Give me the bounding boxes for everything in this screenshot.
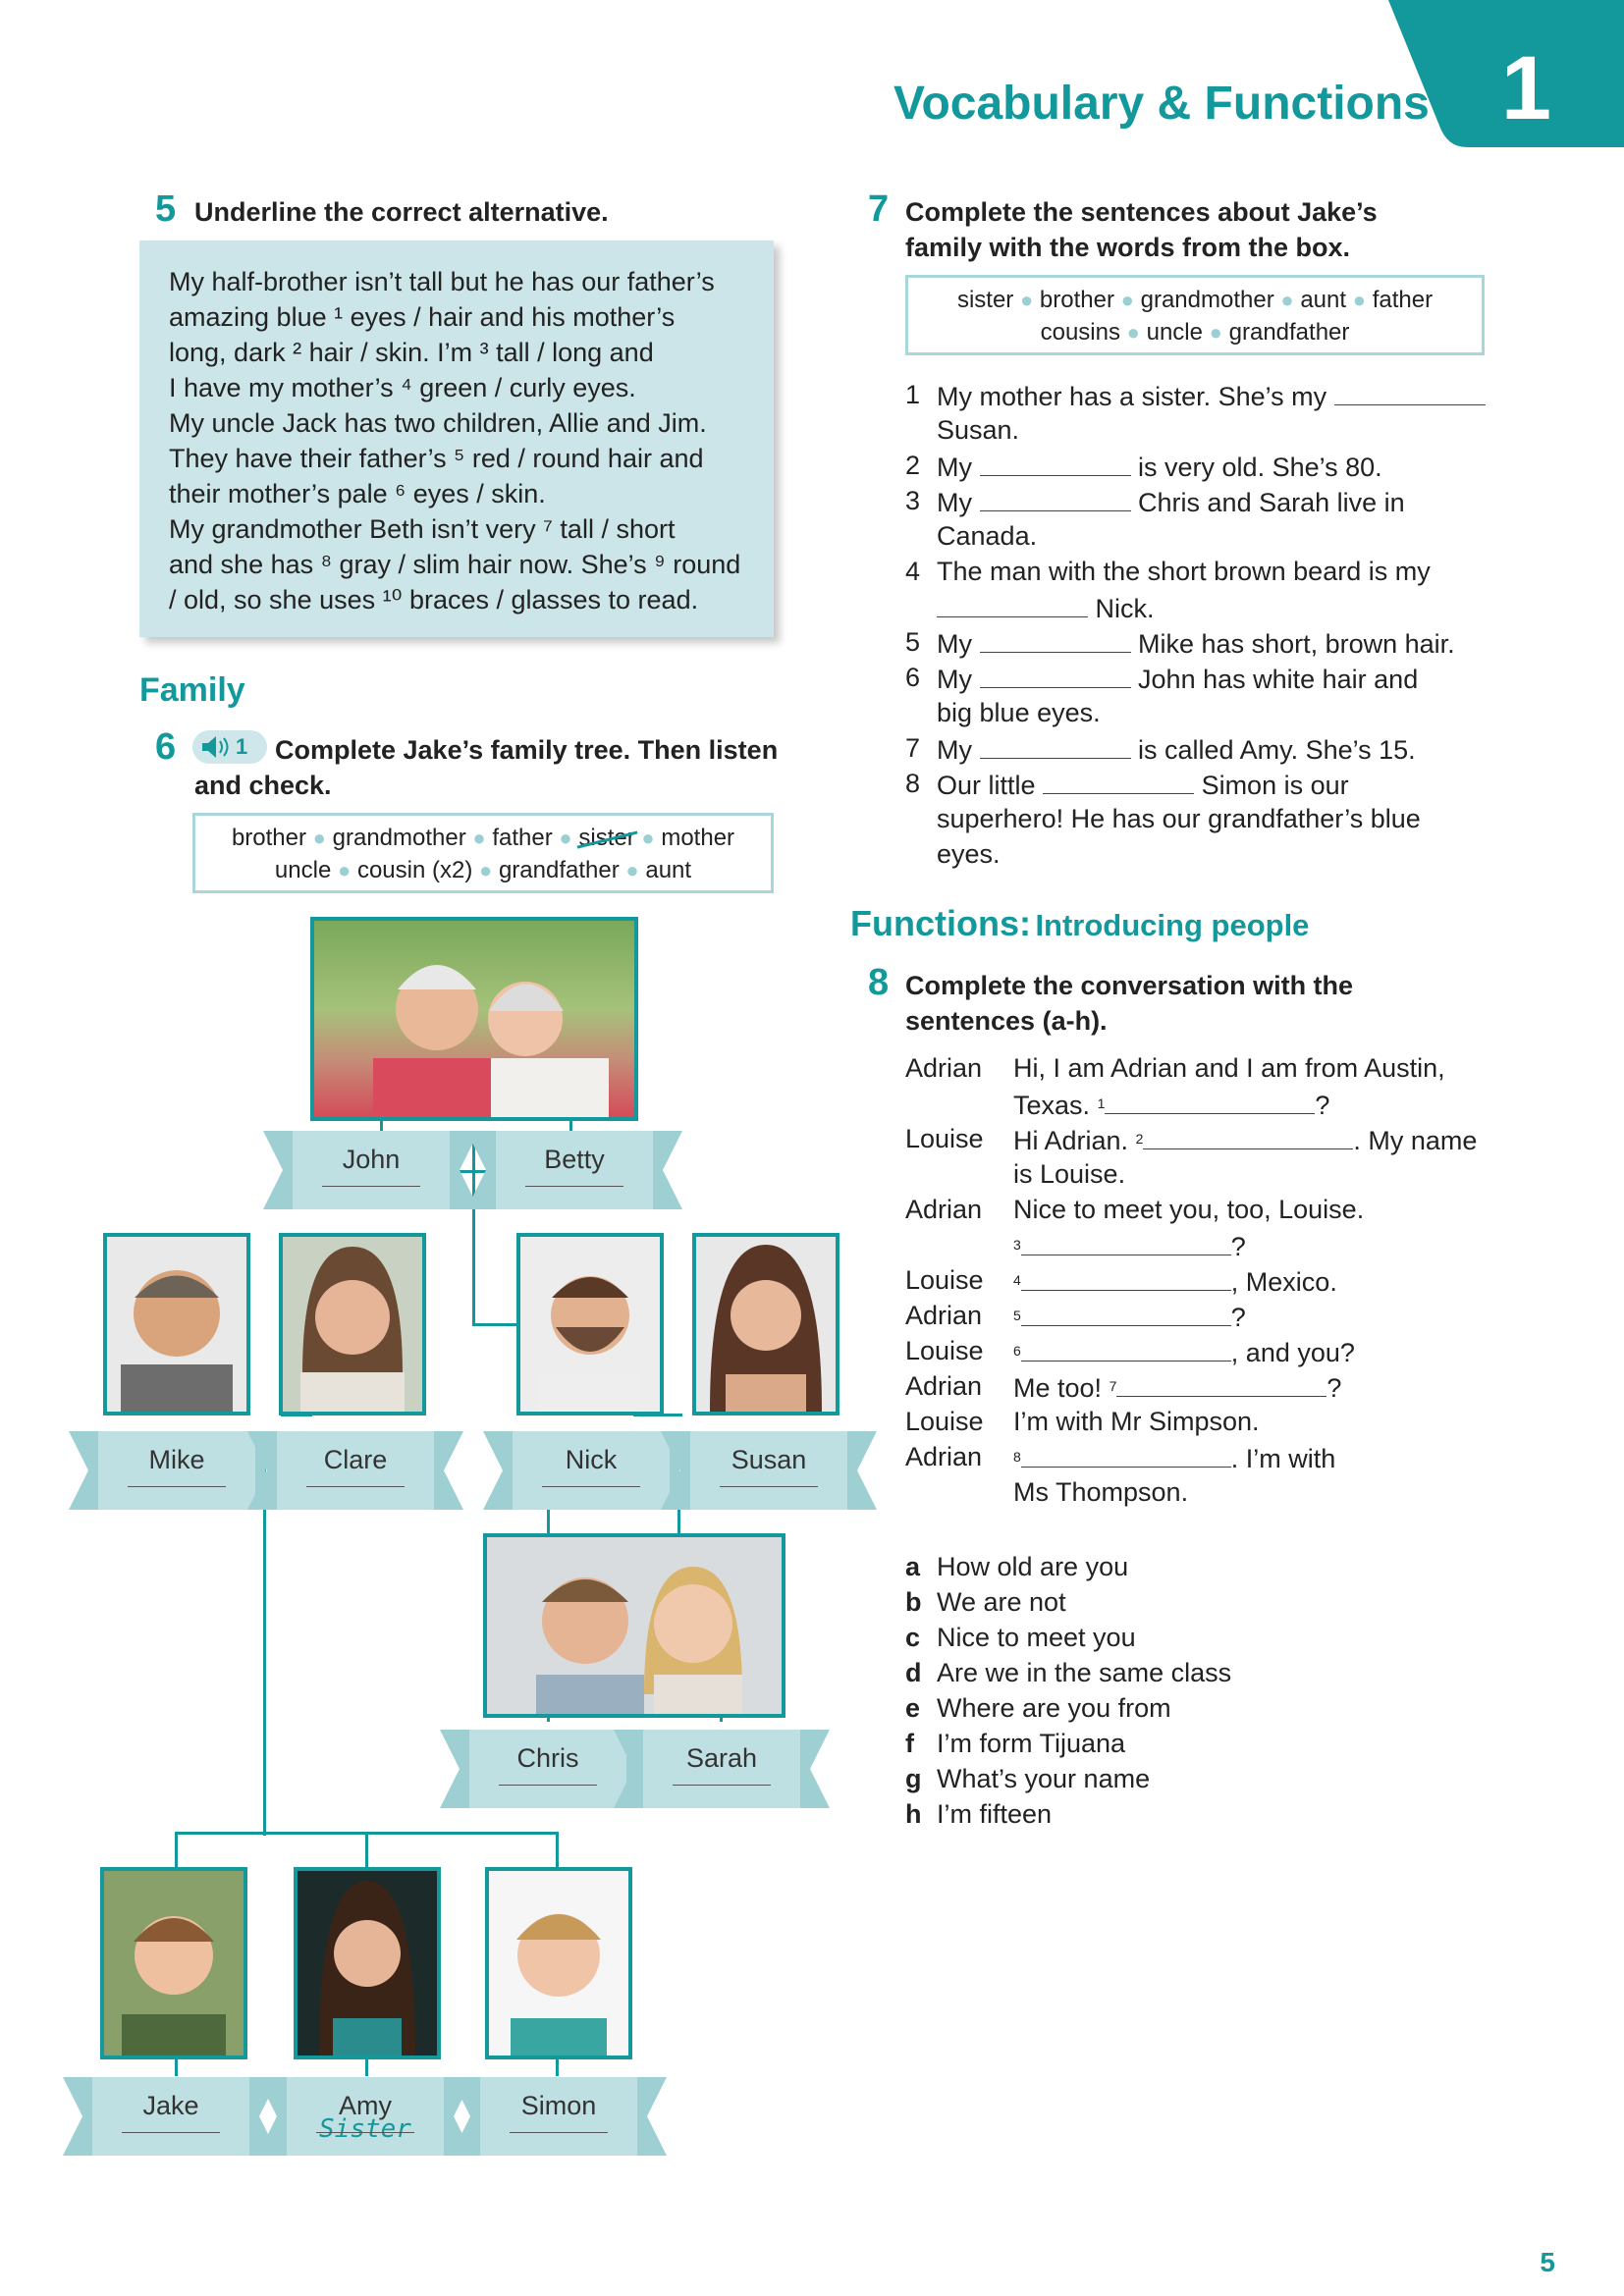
family-heading: Family bbox=[139, 671, 245, 709]
ex5-paragraph bbox=[139, 240, 774, 617]
line-text: is Louise. bbox=[1013, 1159, 1126, 1189]
answer-line[interactable] bbox=[510, 2132, 608, 2133]
answer-line[interactable] bbox=[542, 1486, 640, 1487]
audio-track-number: 1 bbox=[236, 734, 248, 759]
ex6-word-box bbox=[192, 813, 774, 893]
grandparents-illustration bbox=[314, 921, 634, 1117]
ex7-item-number: 1 bbox=[905, 380, 921, 409]
line-text: Hi Adrian. bbox=[1013, 1126, 1129, 1155]
answer-blank[interactable] bbox=[1043, 766, 1194, 794]
option-letter: a bbox=[905, 1552, 921, 1581]
gap-number: 6 bbox=[1013, 1343, 1021, 1359]
answer-line[interactable] bbox=[128, 1486, 226, 1487]
chris-sarah-illustration bbox=[487, 1537, 782, 1714]
word: aunt bbox=[1300, 287, 1347, 313]
line-text: ? bbox=[1230, 1303, 1246, 1332]
ex5-line: amazing blue ¹ eyes / hair and his mother’s bbox=[169, 302, 676, 332]
speaker: Adrian bbox=[905, 1442, 983, 1471]
answer-blank[interactable] bbox=[1021, 1439, 1231, 1468]
functions-heading-sub: Introducing people bbox=[1035, 908, 1310, 942]
answer-blank[interactable] bbox=[980, 448, 1131, 476]
ex5-line: My half-brother isn’t tall but he has our father’s bbox=[169, 267, 715, 296]
photo-amy bbox=[294, 1867, 441, 2059]
ex6-instruction-line1: Complete Jake’s family tree. Then listen bbox=[275, 735, 779, 765]
answer-line[interactable] bbox=[525, 1186, 623, 1187]
answer-line[interactable] bbox=[499, 1785, 597, 1786]
option-letter: h bbox=[905, 1799, 922, 1829]
word: sister bbox=[956, 287, 1014, 313]
conv-line bbox=[1013, 1368, 1341, 1406]
tree-name-simon: Simon bbox=[520, 2091, 597, 2120]
banner-john bbox=[293, 1131, 450, 1209]
gap-number: 7 bbox=[1109, 1378, 1117, 1394]
ex7-number: 7 bbox=[868, 188, 890, 230]
tree-name-john: John bbox=[342, 1145, 401, 1174]
speaker: Louise bbox=[905, 1265, 984, 1295]
option-text: I’m form Tijuana bbox=[937, 1729, 1126, 1758]
word: uncle bbox=[1146, 319, 1203, 346]
ex5-line: My uncle Jack has two children, Allie and Jim. bbox=[169, 408, 707, 438]
option bbox=[905, 1655, 1231, 1690]
banner-mike bbox=[98, 1431, 255, 1510]
answer-line[interactable] bbox=[673, 1785, 771, 1786]
ex7-text: big blue eyes. bbox=[937, 698, 1101, 727]
ex7-item-number: 5 bbox=[905, 627, 921, 657]
audio-track-button[interactable] bbox=[192, 730, 267, 764]
gap-number: 5 bbox=[1013, 1308, 1021, 1323]
tree-line bbox=[263, 1463, 266, 1836]
ex6-number: 6 bbox=[155, 726, 177, 768]
tree-line bbox=[175, 2056, 178, 2076]
ex7-text: My bbox=[937, 735, 972, 765]
ex7-text: Nick. bbox=[1095, 594, 1155, 623]
banner-sarah bbox=[643, 1730, 800, 1808]
unit-number: 1 bbox=[1500, 38, 1551, 138]
option-text: Nice to meet you bbox=[937, 1623, 1136, 1652]
ex8-instruction-line2: sentences (a-h). bbox=[905, 1006, 1108, 1036]
photo-jake bbox=[100, 1867, 247, 2059]
ex5-line: their mother’s pale ⁶ eyes / skin. bbox=[169, 479, 546, 508]
tree-name-clare: Clare bbox=[323, 1445, 388, 1474]
option-letter: d bbox=[905, 1658, 922, 1687]
word: father bbox=[492, 825, 553, 851]
tree-line bbox=[365, 1832, 368, 1871]
ex7-text: My mother has a sister. She’s my bbox=[937, 382, 1327, 411]
answer-line[interactable] bbox=[316, 2132, 414, 2133]
option bbox=[905, 1620, 1136, 1655]
gap-number: 8 bbox=[1013, 1449, 1021, 1465]
ex6-instruction-line2: and check. bbox=[194, 771, 332, 800]
ex7-text: My bbox=[937, 629, 972, 659]
ex7-item bbox=[937, 589, 1155, 626]
page-number: 5 bbox=[1540, 2247, 1555, 2277]
ex7-text: John has white hair and bbox=[1138, 665, 1419, 694]
banner-jake bbox=[92, 2077, 249, 2156]
option-text: What’s your name bbox=[937, 1764, 1151, 1793]
ex7-word-row1: sister ● brother ● grandmother ● aunt ● father bbox=[956, 287, 1434, 313]
tree-line bbox=[556, 1832, 559, 1871]
ex7-item-number: 2 bbox=[905, 451, 921, 480]
line-text: Ms Thompson. bbox=[1013, 1477, 1189, 1507]
speaker: Adrian bbox=[905, 1371, 983, 1401]
crossed-word: sister bbox=[578, 825, 635, 851]
photo-clare bbox=[279, 1233, 426, 1415]
option bbox=[905, 1690, 1171, 1726]
line-text: . My name bbox=[1353, 1126, 1478, 1155]
option-text: Where are you from bbox=[937, 1693, 1171, 1723]
tree-name-nick: Nick bbox=[565, 1445, 618, 1474]
line-text: Hi, I am Adrian and I am from Austin, bbox=[1013, 1053, 1445, 1083]
option-letter: b bbox=[905, 1587, 922, 1617]
ex7-text: The man with the short brown beard is my bbox=[937, 557, 1431, 586]
ex6-word-row1: brother ● grandmother ● father ● sister ● mother bbox=[231, 825, 735, 851]
nick-illustration bbox=[520, 1237, 660, 1412]
ex7-instruction-line2: family with the words from the box. bbox=[905, 233, 1351, 262]
ex8-number: 8 bbox=[868, 962, 890, 1003]
option bbox=[905, 1584, 1066, 1620]
ex6-word-row2: uncle ● cousin (x2) ● grandfather ● aunt bbox=[274, 857, 692, 883]
ex8-options bbox=[905, 1549, 1396, 1843]
banner-amy bbox=[287, 2077, 444, 2156]
option-letter: e bbox=[905, 1693, 921, 1723]
banner-clare bbox=[277, 1431, 434, 1510]
answer-blank[interactable] bbox=[1021, 1262, 1231, 1291]
speaker: Louise bbox=[905, 1336, 984, 1365]
ex8-conversation bbox=[905, 1050, 1494, 1512]
word: grandfather bbox=[498, 857, 620, 883]
tree-line bbox=[556, 2056, 559, 2076]
line-text: Texas. bbox=[1013, 1091, 1091, 1120]
answer-blank[interactable] bbox=[1021, 1333, 1231, 1362]
tree-name-susan: Susan bbox=[731, 1445, 807, 1474]
line-text: , Mexico. bbox=[1230, 1267, 1337, 1297]
line-text: ? bbox=[1315, 1091, 1330, 1120]
line-text: . I’m with bbox=[1230, 1444, 1336, 1473]
speaker: Adrian bbox=[905, 1301, 983, 1330]
option bbox=[905, 1549, 1128, 1584]
clare-illustration bbox=[283, 1237, 422, 1412]
banner-susan bbox=[690, 1431, 847, 1510]
answer-blank[interactable] bbox=[1105, 1086, 1315, 1114]
conv-line bbox=[1013, 1298, 1246, 1335]
tree-name-amy: Amy bbox=[339, 2091, 392, 2120]
mike-illustration bbox=[107, 1237, 246, 1412]
option-text: We are not bbox=[937, 1587, 1066, 1617]
ex5-line: They have their father’s ⁵ red / round hair and bbox=[169, 444, 704, 473]
functions-heading-main: Functions: bbox=[850, 903, 1031, 943]
answer-blank[interactable] bbox=[980, 660, 1131, 688]
conv-line bbox=[1013, 1333, 1355, 1370]
photo-grandparents bbox=[310, 917, 638, 1121]
ex7-text: is called Amy. She’s 15. bbox=[1138, 735, 1416, 765]
ex7-instruction-line1: Complete the sentences about Jake’s bbox=[905, 197, 1378, 227]
photo-simon bbox=[485, 1867, 632, 2059]
answer-blank[interactable] bbox=[1334, 377, 1486, 405]
ex7-item bbox=[937, 377, 1486, 414]
word: brother bbox=[1039, 287, 1114, 313]
answer-line[interactable] bbox=[720, 1486, 818, 1487]
jake-illustration bbox=[104, 1871, 244, 2056]
answer-blank[interactable] bbox=[1116, 1368, 1326, 1397]
tree-line bbox=[365, 2056, 368, 2076]
ex7-item bbox=[937, 766, 1349, 803]
ex7-text: is very old. She’s 80. bbox=[1138, 453, 1382, 482]
ex7-item bbox=[937, 730, 1416, 768]
ex7-item bbox=[937, 448, 1382, 485]
speaker: Adrian bbox=[905, 1053, 983, 1083]
word: cousins bbox=[1040, 319, 1120, 346]
amy-illustration bbox=[298, 1871, 437, 2056]
functions-heading bbox=[850, 903, 1309, 944]
answer-blank[interactable] bbox=[1021, 1298, 1231, 1326]
ex7-text: Susan. bbox=[937, 415, 1020, 445]
ex5-line: / old, so she uses ¹⁰ braces / glasses to read. bbox=[169, 585, 699, 614]
answer-blank[interactable] bbox=[980, 730, 1131, 759]
word: uncle bbox=[274, 857, 332, 883]
answer-line[interactable] bbox=[122, 2132, 220, 2133]
option bbox=[905, 1726, 1125, 1761]
option bbox=[905, 1796, 1052, 1832]
ex8-instruction-line1: Complete the conversation with the bbox=[905, 971, 1354, 1000]
photo-susan bbox=[692, 1233, 839, 1415]
answer-line[interactable] bbox=[306, 1486, 405, 1487]
simon-illustration bbox=[489, 1871, 628, 2056]
ex7-text: eyes. bbox=[937, 839, 1001, 869]
unit-tab bbox=[1388, 0, 1624, 147]
gap-number: 2 bbox=[1135, 1131, 1144, 1147]
ex7-list bbox=[905, 377, 1494, 878]
amy-answer: Sister bbox=[319, 2114, 411, 2144]
line-text: ? bbox=[1326, 1373, 1342, 1403]
speaker-icon bbox=[196, 730, 232, 764]
ex7-text: My bbox=[937, 453, 972, 482]
ex7-text: Chris and Sarah live in bbox=[1138, 488, 1405, 517]
option bbox=[905, 1761, 1150, 1796]
tree-name-mike: Mike bbox=[148, 1445, 205, 1474]
speaker: Louise bbox=[905, 1407, 984, 1436]
tree-name-betty: Betty bbox=[544, 1145, 605, 1174]
ex7-item-number: 6 bbox=[905, 663, 921, 692]
tree-line bbox=[175, 1832, 178, 1871]
ex7-text: Mike has short, brown hair. bbox=[1138, 629, 1455, 659]
tree-name-sarah: Sarah bbox=[685, 1743, 758, 1773]
line-text: Me too! bbox=[1013, 1373, 1103, 1403]
page-title: Vocabulary & Functions bbox=[893, 78, 1430, 130]
option-letter: f bbox=[905, 1729, 914, 1758]
conv-line bbox=[1013, 1121, 1477, 1158]
gap-number: 3 bbox=[1013, 1237, 1021, 1253]
ex7-text: Canada. bbox=[937, 521, 1038, 551]
word: mother bbox=[661, 825, 735, 851]
conv-line bbox=[1013, 1086, 1329, 1123]
ex7-item-number: 3 bbox=[905, 486, 921, 515]
word: grandfather bbox=[1228, 319, 1350, 346]
ex7-item bbox=[937, 483, 1405, 520]
ex7-text: superhero! He has our grandfather’s blue bbox=[937, 804, 1421, 833]
banner-chris bbox=[469, 1730, 626, 1808]
answer-blank[interactable] bbox=[937, 589, 1088, 617]
option-text: I’m fifteen bbox=[937, 1799, 1053, 1829]
ex5-line: I have my mother’s ⁴ green / curly eyes. bbox=[169, 373, 636, 402]
answer-blank[interactable] bbox=[1143, 1121, 1353, 1149]
photo-mike bbox=[103, 1233, 250, 1415]
ex7-text: My bbox=[937, 488, 972, 517]
gap-number: 1 bbox=[1097, 1095, 1106, 1111]
ex7-item-number: 8 bbox=[905, 769, 921, 798]
banner-betty bbox=[496, 1131, 653, 1209]
ex7-item bbox=[937, 660, 1418, 697]
banner-nick bbox=[513, 1431, 670, 1510]
banner-simon bbox=[480, 2077, 637, 2156]
photo-chris-sarah bbox=[483, 1533, 785, 1718]
ex7-word-row2: cousins ● uncle ● grandfather bbox=[1040, 319, 1350, 346]
answer-blank[interactable] bbox=[980, 624, 1131, 653]
ex5-line: and she has ⁸ gray / slim hair now. She’s ⁹ round bbox=[169, 550, 741, 579]
word: grandmother bbox=[332, 825, 466, 851]
photo-nick bbox=[516, 1233, 664, 1415]
ex5-instruction: Underline the correct alternative. bbox=[194, 197, 609, 227]
ex5-line: My grandmother Beth isn’t very ⁷ tall / short bbox=[169, 514, 676, 544]
ex5-number: 5 bbox=[155, 188, 177, 230]
ex5-text-box bbox=[139, 240, 774, 637]
speaker: Adrian bbox=[905, 1195, 983, 1224]
ex7-text: Our little bbox=[937, 771, 1036, 800]
speaker: Louise bbox=[905, 1124, 984, 1153]
conv-line bbox=[1013, 1262, 1337, 1300]
line-text: , and you? bbox=[1230, 1338, 1355, 1367]
word: grandmother bbox=[1140, 287, 1274, 313]
option-letter: g bbox=[905, 1764, 922, 1793]
ex7-word-box bbox=[905, 275, 1485, 355]
tree-name-jake: Jake bbox=[142, 2091, 199, 2120]
gap-number: 4 bbox=[1013, 1272, 1021, 1288]
answer-line[interactable] bbox=[322, 1186, 420, 1187]
ex7-text: My bbox=[937, 665, 972, 694]
option-letter: c bbox=[905, 1623, 921, 1652]
option-text: How old are you bbox=[937, 1552, 1129, 1581]
answer-blank[interactable] bbox=[980, 483, 1131, 511]
ex7-text: Simon is our bbox=[1201, 771, 1349, 800]
line-text: I’m with Mr Simpson. bbox=[1013, 1407, 1260, 1436]
line-text: Nice to meet you, too, Louise. bbox=[1013, 1195, 1365, 1224]
susan-illustration bbox=[696, 1237, 836, 1412]
ex7-item bbox=[937, 624, 1455, 662]
word: brother bbox=[231, 825, 306, 851]
answer-blank[interactable] bbox=[1021, 1227, 1231, 1255]
word: cousin (x2) bbox=[356, 857, 473, 883]
line-text: ? bbox=[1230, 1232, 1246, 1261]
ex5-line: long, dark ² hair / skin. I’m ³ tall / long and bbox=[169, 338, 654, 367]
ex7-item-number: 4 bbox=[905, 557, 921, 586]
word: father bbox=[1372, 287, 1434, 313]
conv-line bbox=[1013, 1439, 1335, 1476]
tree-name-chris: Chris bbox=[516, 1743, 579, 1773]
word: aunt bbox=[645, 857, 692, 883]
ex7-item-number: 7 bbox=[905, 733, 921, 763]
option-text: Are we in the same class bbox=[937, 1658, 1232, 1687]
conv-line bbox=[1013, 1227, 1246, 1264]
